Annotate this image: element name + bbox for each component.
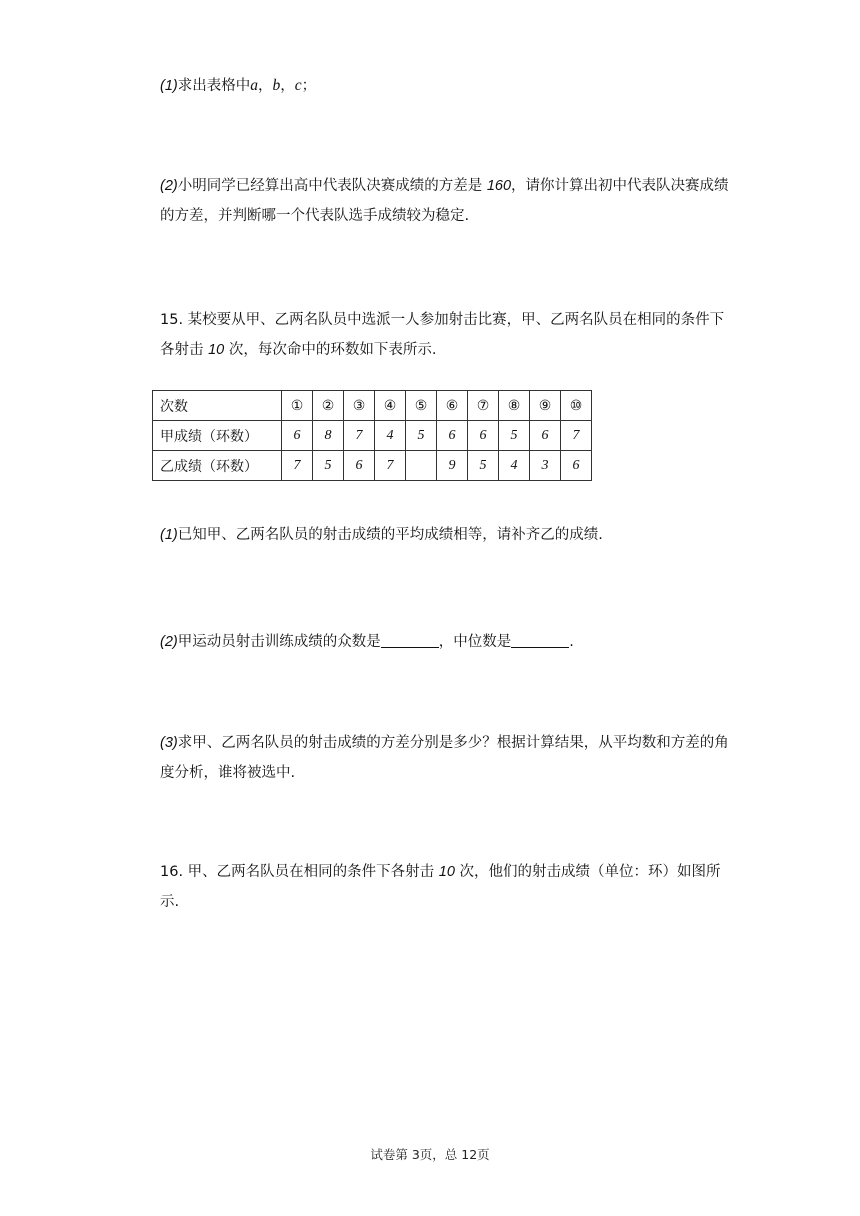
header-cell: ⑤ xyxy=(406,391,437,421)
table-cell: 4 xyxy=(499,451,530,481)
q15-p2-text-b: ，中位数是 xyxy=(438,634,512,650)
table-cell: 5 xyxy=(468,451,499,481)
table-cell: 6 xyxy=(468,421,499,451)
q14-p2-label: (2) xyxy=(160,178,178,194)
header-cell: ① xyxy=(282,391,313,421)
q15-number: 15. xyxy=(160,312,184,328)
q15-p3-label: (3) xyxy=(160,735,178,751)
comma: ， xyxy=(280,78,295,94)
header-cell: ⑧ xyxy=(499,391,530,421)
var-a: a xyxy=(250,77,258,94)
table-cell: 4 xyxy=(375,421,406,451)
q15-part3 xyxy=(160,728,730,788)
table-cell: 6 xyxy=(561,451,592,481)
q16-text-a: 甲、乙两名队员在相同的条件下各射击 xyxy=(183,864,439,880)
q16-text-b: 次，他们的射击成绩（单位：环）如图所示. xyxy=(160,864,721,910)
q15-p1-text: 已知甲、乙两名队员的射击成绩的平均成绩相等，请补齐乙的成绩. xyxy=(177,527,603,543)
header-label: 次数 xyxy=(153,391,282,421)
table-cell: 6 xyxy=(282,421,313,451)
var-b: b xyxy=(272,77,281,94)
table-cell: 7 xyxy=(561,421,592,451)
table-cell: 5 xyxy=(406,421,437,451)
header-cell: ⑨ xyxy=(530,391,561,421)
header-cell: ③ xyxy=(344,391,375,421)
table-cell: 6 xyxy=(530,421,561,451)
table-cell-empty xyxy=(406,451,437,481)
table-row-yi xyxy=(153,451,592,481)
q15-p2-end: . xyxy=(569,634,574,650)
table-cell: 5 xyxy=(499,421,530,451)
q15-p2-text-a: 甲运动员射击训练成绩的众数是 xyxy=(177,634,381,650)
answer-blank-mode xyxy=(381,630,439,648)
table-cell: 9 xyxy=(437,451,468,481)
header-cell: ⑥ xyxy=(437,391,468,421)
row-label: 甲成绩（环数） xyxy=(153,421,282,451)
q14-p1-text: 求出表格中 xyxy=(177,78,251,94)
q15-p3-text: 求甲、乙两名队员的射击成绩的方差分别是多少？根据计算结果，从平均数和方差的角度分析，谁将被选中. xyxy=(160,735,729,781)
header-cell: ⑩ xyxy=(561,391,592,421)
table-cell: 7 xyxy=(375,451,406,481)
q15-intro-b: 次，每次命中的环数如下表所示. xyxy=(224,342,437,358)
q15-intro-a: 某校要从甲、乙两名队员中选派一人参加射击比赛，甲、乙两名队员在相同的条件下各射击 xyxy=(160,312,725,358)
page-footer: 试卷第 3页，总 12页 xyxy=(370,1147,490,1162)
q16-number-value: 10 xyxy=(438,864,455,880)
table-cell: 6 xyxy=(344,451,375,481)
table-row-jia xyxy=(153,421,592,451)
q14-p2-text-a: 小明同学已经算出高中代表队决赛成绩的方差是 xyxy=(177,178,487,194)
q15-intro-number: 10 xyxy=(208,342,225,358)
q15-intro xyxy=(160,305,730,365)
header-cell: ② xyxy=(313,391,344,421)
semicolon: ； xyxy=(301,78,317,94)
comma: ， xyxy=(257,78,273,94)
q14-part1 xyxy=(160,71,730,101)
header-cell: ⑦ xyxy=(468,391,499,421)
table-cell: 3 xyxy=(530,451,561,481)
q14-p1-label: (1) xyxy=(160,78,178,94)
table-header-row xyxy=(153,391,592,421)
table-cell: 7 xyxy=(282,451,313,481)
var-c: c xyxy=(294,77,302,94)
header-cell: ④ xyxy=(375,391,406,421)
q14-part2 xyxy=(160,171,730,231)
q15-p1-label: (1) xyxy=(160,527,178,543)
table-cell: 5 xyxy=(313,451,344,481)
q15-p2-label: (2) xyxy=(160,634,178,650)
row-label: 乙成绩（环数） xyxy=(153,451,282,481)
table-cell: 8 xyxy=(313,421,344,451)
q15-part2 xyxy=(160,627,730,657)
table-cell: 7 xyxy=(344,421,375,451)
table-cell: 6 xyxy=(437,421,468,451)
q15-part1 xyxy=(160,520,730,550)
q14-p2-text-b: ，请你计算出初中代表队决赛成绩的方差，并判断哪一个代表队选手成绩较为稳定. xyxy=(160,178,729,224)
score-table xyxy=(152,390,592,481)
q14-p2-number: 160 xyxy=(486,178,512,194)
q16-number: 16. xyxy=(160,864,184,880)
q16-intro xyxy=(160,857,730,917)
answer-blank-median xyxy=(511,630,569,648)
